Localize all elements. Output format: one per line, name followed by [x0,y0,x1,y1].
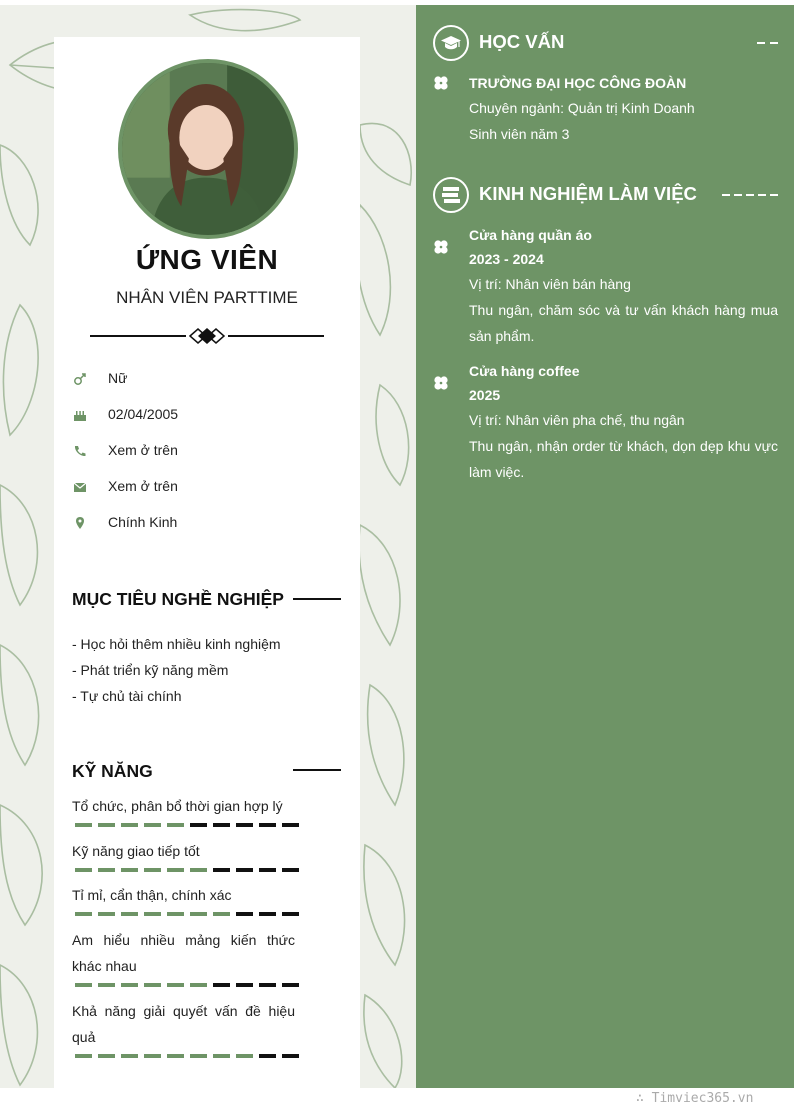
info-birthday [72,404,179,426]
skill-level-segment [282,912,299,916]
skill-level-segment [167,868,184,872]
skill-level-segment [213,912,230,916]
objective-item: - Tự chủ tài chính [72,688,182,704]
experience-title-dash [722,194,778,196]
experience-description: Thu ngân, nhận order từ khách, dọn dẹp khu vực làm việc. [469,438,778,480]
skill-level-segment [75,983,92,987]
experience-position: Vị trí: Nhân viên bán hàng [469,276,631,292]
birthday-text: 02/04/2005 [108,406,179,422]
skill-name: Tỉ mỉ, cẩn thận, chính xác [72,887,232,903]
skill-level-segment [190,983,207,987]
skill-level-segment [144,868,161,872]
skill-level-segment [167,823,184,827]
books-icon [433,177,469,213]
skill-level-segment [236,983,253,987]
skill-level-segment [190,868,207,872]
education-title-dash [757,42,778,44]
experience-title: KINH NGHIỆM LÀM VIỆC [479,183,697,204]
experience-period: 2023 - 2024 [469,251,544,267]
skill-bar [75,1054,299,1058]
clover-bullet-icon [432,74,450,92]
skill-level-segment [236,1054,253,1058]
skill-level-segment [98,1054,115,1058]
skill-level-segment [98,823,115,827]
skill-level-segment [98,983,115,987]
skill-level-segment [190,1054,207,1058]
skill-level-segment [144,983,161,987]
skill-level-segment [259,983,276,987]
skill-level-segment [144,912,161,916]
skill-bar [75,868,299,872]
skills-title: KỸ NĂNG [72,761,153,781]
footer-watermark: ∴ Timviec365.vn [636,1091,754,1106]
skill-level-segment [259,912,276,916]
skill-level-segment [213,983,230,987]
objective-item: - Phát triển kỹ năng mềm [72,662,229,678]
skill-level-segment [121,912,138,916]
candidate-name: ỨNG VIÊN [135,244,279,275]
envelope-icon [72,479,88,495]
skill-level-segment [213,823,230,827]
info-phone [72,440,178,462]
email-text: Xem ở trên [108,478,178,494]
skill-level-segment [75,912,92,916]
objective-item: - Học hỏi thêm nhiều kinh nghiệm [72,636,281,652]
experience-company: Cửa hàng quần áo [469,227,592,243]
skill-level-segment [167,983,184,987]
skill-level-segment [282,868,299,872]
phone-text: Xem ở trên [108,442,178,458]
right-panel [416,5,794,1088]
skill-level-segment [121,983,138,987]
skill-level-segment [144,1054,161,1058]
info-gender [72,368,128,390]
skill-level-segment [167,912,184,916]
education-school: TRƯỜNG ĐẠI HỌC CÔNG ĐOÀN [469,75,687,91]
skill-level-segment [282,1054,299,1058]
skill-level-segment [98,912,115,916]
skill-bar [75,983,299,987]
skill-level-segment [167,1054,184,1058]
skill-level-segment [259,1054,276,1058]
objective-title: MỤC TIÊU NGHỀ NGHIỆP [72,589,284,609]
skill-level-segment [259,868,276,872]
skill-level-segment [75,868,92,872]
skill-level-segment [75,1054,92,1058]
job-title: NHÂN VIÊN PARTTIME [116,288,298,307]
name-divider [90,326,324,346]
skill-name: Khả năng giải quyết vấn đề hiệu quả [72,1003,295,1045]
skill-level-segment [236,912,253,916]
experience-period: 2025 [469,387,501,403]
skill-name: Kỹ năng giao tiếp tốt [72,843,200,859]
experience-company: Cửa hàng coffee [469,363,580,379]
info-address [72,512,178,534]
skill-level-segment [282,823,299,827]
avatar [118,59,298,239]
map-marker-icon [72,515,88,531]
education-major: Chuyên ngành: Quản trị Kinh Doanh [469,100,695,116]
skill-level-segment [213,868,230,872]
skill-bar [75,823,299,827]
info-email [72,476,178,498]
birthday-cake-icon [72,407,88,423]
objective-title-line [293,598,341,600]
gender-text: Nữ [108,370,128,386]
education-title: HỌC VẤN [479,31,565,52]
experience-description: Thu ngân, chăm sóc và tư vấn khách hàng mua sản phẩm. [469,302,778,344]
graduation-cap-icon [433,25,469,61]
skill-name: Am hiểu nhiều mảng kiến thức khác nhau [72,932,295,974]
clover-bullet-icon [432,238,450,256]
skill-level-segment [213,1054,230,1058]
skill-level-segment [144,823,161,827]
skill-level-segment [236,868,253,872]
skill-level-segment [236,823,253,827]
skill-level-segment [190,823,207,827]
skill-name: Tổ chức, phân bổ thời gian hợp lý [72,798,283,814]
gender-icon [72,371,88,387]
education-year: Sinh viên năm 3 [469,126,570,142]
skill-level-segment [98,868,115,872]
skill-level-segment [190,912,207,916]
skill-level-segment [75,823,92,827]
skill-level-segment [121,1054,138,1058]
clover-bullet-icon [432,374,450,392]
skill-level-segment [282,983,299,987]
experience-position: Vị trí: Nhân viên pha chế, thu ngân [469,412,685,428]
avatar-photo [122,63,294,235]
address-text: Chính Kinh [108,514,178,530]
skill-level-segment [259,823,276,827]
skill-level-segment [121,823,138,827]
phone-icon [72,443,88,459]
skills-title-line [293,769,341,771]
skill-level-segment [121,868,138,872]
skill-bar [75,912,299,916]
